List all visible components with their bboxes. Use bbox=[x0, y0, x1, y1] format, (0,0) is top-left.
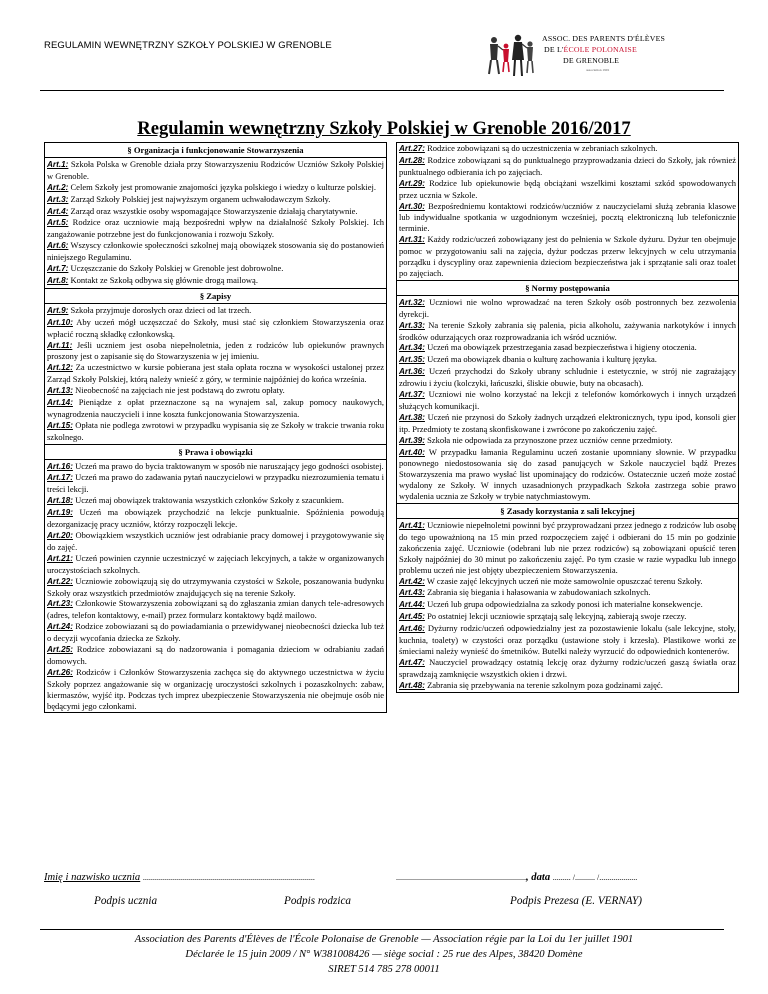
article bbox=[45, 420, 386, 443]
article bbox=[45, 182, 386, 194]
article-text: Nauczyciel prowadzący ostatnią lekcję oraz dyżurny rodzic/uczeń gaszą światła oraz sprawdzają zamknięcie wszystkich okien i drzwi. bbox=[399, 656, 736, 679]
article-text: Uczeń ma obowiązek przestrzegania zasad bezpieczeństwa i higieny otoczenia. bbox=[424, 342, 697, 353]
article-text: Uczeń ma prawo do bycia traktowanym w sposób nie naruszający jego godności osobistej. bbox=[72, 460, 384, 471]
article-text: Dyżurny rodzic/uczeń odpowiedzialny jest za pozostawienie lokalu (sale lekcyjne, stoły, kuchnia, toalety) w czystości oraz porządku (ustawione stoły i krzesła). Plastikowe worki ze śmieciami należy wynieść do śmetników. Butelki należy wyrzucić do odpowiednich kontenerów. bbox=[399, 623, 736, 656]
article-number: Art.11: bbox=[47, 340, 73, 350]
article bbox=[397, 587, 738, 599]
article-number: Art.35: bbox=[399, 355, 425, 365]
article-text: Zabrania się przebywania na terenie szkolnym poza godzinami zajęć. bbox=[424, 679, 663, 690]
section-heading: § Normy postępowania bbox=[397, 280, 738, 296]
article bbox=[45, 362, 386, 385]
left-column bbox=[44, 142, 387, 713]
article-number: Art.12: bbox=[47, 363, 73, 373]
logo-line-1: ASSOC. DES PARENTS D'ÉLÈVES bbox=[542, 34, 666, 43]
logo-line-2: DE L'ÉCOLE POLONAISE bbox=[544, 45, 637, 54]
article bbox=[397, 320, 738, 343]
header-text: REGULAMIN WEWNĘTRZNY SZKOŁY POLSKIEJ W GRENOBLE bbox=[44, 40, 332, 51]
article bbox=[45, 667, 386, 712]
article-number: Art.45: bbox=[399, 612, 425, 622]
article bbox=[397, 201, 738, 235]
article-number: Art.6: bbox=[47, 241, 69, 251]
article bbox=[45, 397, 386, 420]
article-text: Nieobecność na zajęciach nie jest podstawą do zwrotu opłaty. bbox=[72, 385, 285, 396]
article-number: Art.5: bbox=[47, 218, 69, 228]
article bbox=[397, 354, 738, 366]
article-number: Art.31: bbox=[399, 235, 425, 245]
article bbox=[397, 520, 738, 576]
article-text: Aby uczeń mógł uczęszczać do Szkoły, musi stać się członkiem Stowarzyszenia oraz wpłacić roczną składkę członkowską. bbox=[47, 316, 384, 339]
footer-line-3: SIRET 514 785 278 00011 bbox=[328, 964, 440, 975]
article bbox=[397, 657, 738, 680]
article bbox=[45, 240, 386, 263]
article-text: Uczniowie zobowiązują się do utrzymywania czystości w Szkole, poszanowania budynku Szkoły oraz wszystkich przedmiotów znajdujących się na terenie Szkoły. bbox=[47, 575, 384, 598]
article-text: Za uczestnictwo w kursie pobierana jest stała opłata roczna w wysokości ustalonej przez Zarząd Szkoły Polskiej, którą należy wnieść z góry, w terminie najpóźniej do końca września. bbox=[47, 362, 384, 385]
article-text: Wszyscy członkowie społeczności szkolnej mają obowiązek stosowania się do postanowień niniejszego Regulaminu. bbox=[47, 240, 384, 263]
footer-divider bbox=[40, 929, 724, 930]
article bbox=[45, 263, 386, 275]
header-divider bbox=[40, 90, 724, 91]
article bbox=[45, 217, 386, 240]
article bbox=[45, 495, 386, 507]
article-text: Kontakt ze Szkołą odbywa się głównie drogą mailową. bbox=[68, 274, 258, 285]
article-text: Szkoła nie odpowiada za przynoszone przez uczniów cenne przedmioty. bbox=[424, 434, 673, 445]
article-number: Art.3: bbox=[47, 194, 69, 204]
logo-line-4: association 1901 bbox=[586, 68, 610, 72]
article bbox=[397, 680, 738, 692]
article-number: Art.39: bbox=[399, 435, 425, 445]
article bbox=[397, 447, 738, 503]
article-number: Art.10: bbox=[47, 317, 73, 327]
document-title: Regulamin wewnętrzny Szkoły Polskiej w Grenoble 2016/2017 bbox=[137, 118, 631, 139]
article bbox=[45, 340, 386, 363]
article-text: Uczniowi nie wolno korzystać na lekcji z telefonów komórkowych i innych urządzeń służących komunikacji. bbox=[399, 389, 736, 411]
article-number: Art.30: bbox=[399, 201, 425, 211]
article bbox=[397, 389, 738, 412]
article-number: Art.4: bbox=[47, 206, 69, 216]
article bbox=[397, 178, 738, 201]
article bbox=[45, 206, 386, 218]
article-text: W przypadku łamania Regulaminu uczeń zostanie upomniany słownie. W przypadku ponownego niedostosowania się do zasad panujących w Szkole nauczyciel bądź Prezes Stowarzyszenia ma prawo wysłać list upominający do rodziców. Ostatecznie uczeń może zostać wydalony ze Szkoły. W innych uzasadnionych przypadkach Szkoła zastrzega sobie prawo wydalenia ucznia ze Szkoły w trybie natychmiastowym. bbox=[399, 446, 736, 502]
article-text: Jeśli uczniem jest osoba niepełnoletnia, jeden z rodziców lub opiekunów prawnych proszony jest o zapisanie się do Stowarzyszenia w jej imieniu. bbox=[47, 339, 384, 362]
article-number: Art.40: bbox=[399, 447, 425, 457]
article-text: Uczeń powinien czynnie uczestniczyć w zajęciach lekcyjnych, a także w organizowanych uroczystościach szkolnych. bbox=[47, 552, 384, 575]
article-text: Pieniądze z opłat przeznaczone są na wynajem sal, zakup pomocy naukowych, wynagrodzenia nauczycieli i inne koszta funkcjonowania Stowarzyszenia. bbox=[47, 397, 384, 419]
article-text: Zarząd Szkoły Polskiej jest najwyższym organem uchwałodawczym Szkoły. bbox=[68, 193, 331, 204]
article-text: Obowiązkiem wszystkich uczniów jest odrabianie pracy domowej i przygotowywanie się do zajęć. bbox=[47, 530, 384, 552]
article-number: Art.19: bbox=[47, 508, 73, 518]
article bbox=[45, 472, 386, 495]
president-signature-label: Podpis Prezesa (E. VERNAY) bbox=[510, 895, 642, 907]
right-column-frame bbox=[396, 142, 739, 693]
article-number: Art.21: bbox=[47, 553, 73, 563]
article-number: Art.20: bbox=[47, 531, 73, 540]
article-number: Art.22: bbox=[47, 576, 73, 586]
article-number: Art.29: bbox=[399, 178, 425, 188]
article-number: Art.28: bbox=[399, 155, 425, 165]
article-number: Art.14: bbox=[47, 398, 73, 408]
article-text: Uczeń maj obowiązek traktowania wszystkich członków Szkoły z szacunkiem. bbox=[72, 495, 344, 506]
article bbox=[45, 159, 386, 182]
article-number: Art.32: bbox=[399, 297, 425, 307]
article bbox=[45, 461, 386, 473]
date-line: ................................................................., data ......... /.......... /................... bbox=[396, 872, 638, 883]
article bbox=[45, 305, 386, 317]
article-number: Art.1: bbox=[47, 159, 69, 169]
article-number: Art.41: bbox=[399, 521, 425, 530]
section-heading: § Zapisy bbox=[45, 288, 386, 304]
article-text: Rodzice zobowiazani są do powiadamiania o przewidywanej nieobecności dziecka lub też o decyzji wycofania dziecka ze Szkoły. bbox=[47, 621, 384, 644]
article-number: Art.38: bbox=[399, 412, 425, 422]
article-number: Art.43: bbox=[399, 588, 425, 598]
article bbox=[45, 553, 386, 576]
section-heading: § Organizacja i funkcjonowanie Stowarzyszenia bbox=[45, 143, 386, 158]
article-number: Art.48: bbox=[399, 680, 425, 690]
article-number: Art.34: bbox=[399, 343, 425, 353]
article-number: Art.25: bbox=[47, 645, 73, 655]
article bbox=[397, 155, 738, 178]
article-number: Art.46: bbox=[399, 624, 425, 634]
article-text: Uczeń ma prawo do zadawania pytań nauczycielowi w przypadku niezrozumienia tematu i treści lekcji. bbox=[47, 472, 385, 495]
article bbox=[397, 623, 738, 657]
article bbox=[45, 194, 386, 206]
article-number: Art.7: bbox=[47, 264, 69, 274]
article-text: Szkoła Polska w Grenoble działa przy Stowarzyszeniu Rodziców Uczniów Szkoły Polskiej w Grenoble. bbox=[47, 158, 384, 181]
article-number: Art.18: bbox=[47, 496, 73, 506]
article-text: Uczeń nie przynosi do Szkoły żadnych urządzeń elektronicznych, typu ipod, konsoli gier itp. Przedmioty te zostaną skonfiskowane i zwrócone po zakończeniu zajęć. bbox=[399, 411, 736, 434]
article bbox=[397, 576, 738, 588]
article-text: Rodziców i Członków Stowarzyszenia zachęca się do aktywnego uczestnictwa w życiu Szkoły poprzez angażowanie się w organizację uroczystości szkolnych i pozaszkolnych: zabaw, kiermaszów, wyjść itp. Podczas tych imprez ubezpieczenie Stowarzyszenia nie obejmuje osób nie będącymi jego członkami. bbox=[47, 666, 384, 711]
section-heading: § Zasady korzystania z sali lekcyjnej bbox=[397, 503, 738, 519]
article bbox=[45, 530, 386, 553]
article-text: Każdy rodzic/uczeń zobowiązany jest do pełnienia w Szkole dyżuru. Dyżur ten obejmuje pomoc w przygotowaniu sali na zajęcia, dyżur podczas przerw lekcyjnych w celu utrzymania porządku i dyscypliny oraz zapewnienia dzieciom bezpieczeństwa jak i sprzątanie sali oraz toalet po zajęciach. bbox=[399, 234, 736, 278]
article-text: Szkoła przyjmuje dorosłych oraz dzieci od lat trzech. bbox=[68, 304, 252, 315]
article-number: Art.2: bbox=[47, 182, 69, 192]
article-text: Uczeń ma obowiązek dbania o kulturę zachowania i kulturę języka. bbox=[424, 354, 657, 365]
article bbox=[397, 611, 738, 623]
article-text: Uczeń ma obowiązek przychodzić na lekcje punktualnie. Spóźnienia powodują dezorganizację pracy uczniów, którzy rozpoczęli lekcje. bbox=[47, 507, 384, 530]
article-number: Art.27: bbox=[399, 144, 425, 153]
article bbox=[397, 234, 738, 279]
article-text: Członkowie Stowarzyszenia zobowiązani są do zgłaszania zmian danych tele-adresowych (adres, telefon kontaktowy, e-mail) przez formularz kontaktowy bądź mailowo. bbox=[47, 598, 384, 621]
article-number: Art.16: bbox=[47, 461, 73, 471]
footer-line-1: Association des Parents d'Élèves de l'École Polonaise de Grenoble — Association régie par la Loi du 1er juillet 1901 bbox=[134, 934, 634, 945]
article-text: Rodzice zobowiązani są do uczestniczenia w zebraniach szkolnych. bbox=[424, 143, 658, 153]
article-number: Art.36: bbox=[399, 367, 425, 377]
article-number: Art.9: bbox=[47, 305, 69, 315]
article-number: Art.42: bbox=[399, 576, 425, 586]
article-text: Opłata nie podlega zwrotowi w przypadku wypisania się ze Szkoły w trakcie trwania roku szkolnego. bbox=[47, 419, 384, 442]
article-text: Rodzice zobowiązani są do punktualnego przyprowadzania dzieci do Szkoły, jak również punktualnego odbierania ich po zajęciach. bbox=[399, 154, 736, 177]
article bbox=[45, 644, 386, 667]
article bbox=[397, 143, 738, 155]
article-number: Art.26: bbox=[47, 667, 73, 677]
article-text: Uczeń lub grupa odpowiedzialna za szkody ponosi ich materialne konsekwencje. bbox=[424, 599, 703, 610]
article-text: W czasie zajęć lekcyjnych uczeń nie może samowolnie opuszczać terenu Szkoły. bbox=[424, 575, 703, 586]
article-number: Art.47: bbox=[399, 657, 425, 667]
article-text: Rodzice zobowiazani są do nadzorowania i pomagania dzieciom w odrabianiu zadań domowych. bbox=[47, 644, 384, 666]
article-text: Zarząd oraz wszystkie osoby wspomagające Stowarzyszenie działają charytatywnie. bbox=[68, 205, 358, 216]
article-text: Uczniowi nie wolno wprowadzać na teren Szkoły osób postronnych bez zezwolenia dyrekcji. bbox=[399, 296, 736, 319]
article bbox=[45, 507, 386, 530]
article-number: Art.44: bbox=[399, 600, 425, 610]
article bbox=[397, 599, 738, 611]
article-number: Art.33: bbox=[399, 320, 425, 330]
footer-line-2: Déclarée le 15 juin 2009 / N° W381008426 — siège social : 25 rue des Alpes, 38420 Domène bbox=[185, 949, 583, 960]
student-signature-label: Podpis ucznia bbox=[94, 895, 158, 907]
article bbox=[397, 342, 738, 354]
article-text: Rodzice oraz uczniowie mają bezpośredni wpływ na działalność Szkoły Polskiej. Ich zangażowanie potrzebne jest do funkcjonowania i rozwoju Szkoły. bbox=[47, 217, 384, 240]
article-number: Art.13: bbox=[47, 386, 73, 396]
article-number: Art.17: bbox=[47, 473, 73, 483]
article bbox=[45, 576, 386, 599]
student-name-line: Imię i nazwisko ucznia ...................................................................................... bbox=[44, 872, 315, 883]
article-number: Art.37: bbox=[399, 390, 425, 400]
right-column bbox=[396, 142, 739, 693]
article-text: Bezpośredniemu kontaktowi rodziców/uczniów z nauczycielami służą zebrania klasowe lub indywidualne spotkania w uzgodnionym wcześniej, pocztą elektroniczną lub telefonicznie terminie. bbox=[399, 200, 736, 234]
parent-signature-label: Podpis rodzica bbox=[284, 895, 352, 907]
article-text: Zabrania się biegania i hałasowania w zabudowaniach szkolnych. bbox=[424, 587, 651, 598]
article-text: Uczeń przychodzi do Szkoły ubrany schludnie i estetycznie, w strój nie zagrażający zdrowiu i życiu (kolczyki, łańcuszki, śliskie obuwie, buty na obcasach). bbox=[399, 366, 736, 389]
article-number: Art.15: bbox=[47, 420, 73, 430]
article bbox=[397, 412, 738, 435]
article bbox=[397, 297, 738, 320]
article-number: Art.23: bbox=[47, 599, 73, 609]
logo-line-3: DE GRENOBLE bbox=[563, 56, 620, 65]
article-text: Uczniowie niepełnoletni powinni być przyprowadzani przez jednego z rodziców lub osobę do tego upoważnioną na 15 min przed rozpoczęciem zajęć i odbierani do 15 min po godzinie zakończenia zajęć. Uczniowie (odebrani lub nie przez rodziców) są zobowiązani opuścić teren Szkoły najpóźniej do 30 minut po zakończeniu zajęć. Po tym czasie w razie wypadku lub innego problemu uczeń nie jest objęty ubezpieczeniem Stowarzyszenia. bbox=[399, 520, 736, 575]
article bbox=[45, 317, 386, 340]
article-text: Po ostatniej lekcji uczniowie sprzątają salę lekcyjną, zabierają swoje rzeczy. bbox=[424, 611, 687, 622]
article-text: Celem Szkoły jest promowanie znajomości języka polskiego i wiedzy o kulturze polskiej. bbox=[68, 181, 376, 192]
article-number: Art.8: bbox=[47, 275, 69, 285]
article bbox=[45, 621, 386, 644]
association-logo bbox=[482, 26, 728, 98]
article-text: Uczęszczanie do Szkoły Polskiej w Grenoble jest dobrowolne. bbox=[68, 263, 284, 274]
article bbox=[45, 385, 386, 397]
article-text: Rodzice lub opiekunowie będą obciążani wszelkimi kosztami szkód spowodowanych przez ucznia w Szkole. bbox=[399, 177, 736, 200]
article-text: Na terenie Szkoły zabrania się palenia, picia alkoholu, zażywania narkotyków i innych środków odurzających oraz rozprowadzania ich wśród uczniów. bbox=[399, 319, 736, 342]
article bbox=[45, 275, 386, 287]
article-number: Art.24: bbox=[47, 622, 73, 632]
section-heading: § Prawa i obowiązki bbox=[45, 444, 386, 460]
article bbox=[397, 366, 738, 389]
article bbox=[45, 598, 386, 621]
left-column-frame bbox=[44, 142, 387, 713]
article bbox=[397, 435, 738, 447]
